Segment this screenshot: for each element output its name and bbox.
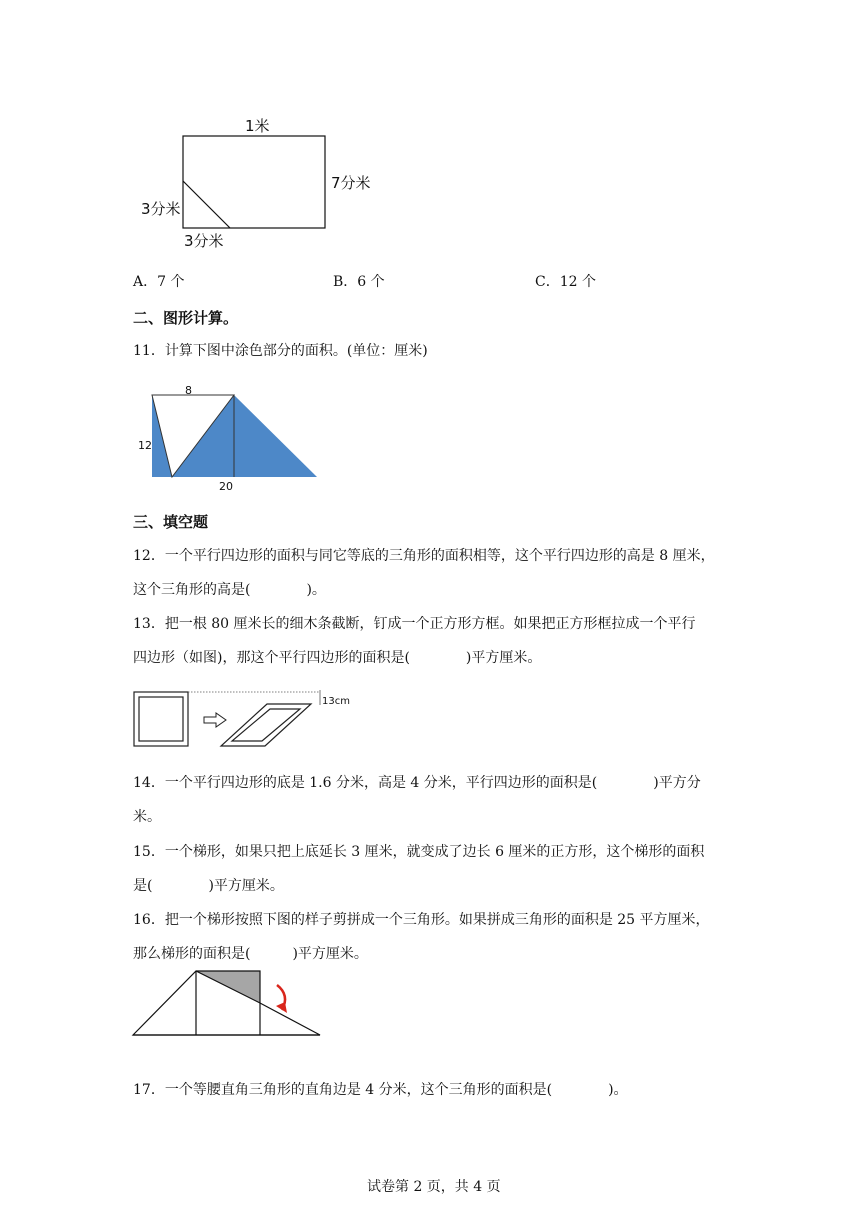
- q15-line1: 15．一个梯形，如果只把上底延长 3 厘米，就变成了边长 6 厘米的正方形，这个梯形的面积: [133, 844, 705, 860]
- q13-fig-label: 13cm: [322, 696, 350, 707]
- q14-line1: 14．一个平行四边形的底是 1.6 分米，高是 4 分米，平行四边形的面积是( )平方分: [133, 775, 701, 791]
- q14-line2: 米。: [133, 809, 161, 825]
- q10-top-label: 1米: [245, 117, 270, 135]
- q10-left-label: 3分米: [141, 200, 181, 218]
- arrow-shape: [204, 713, 226, 727]
- option-b: B．6 个: [333, 274, 385, 290]
- q16-trapezoid-svg: [130, 965, 330, 1040]
- option-a: A．7 个: [133, 274, 185, 290]
- q11-left-label: 12: [138, 439, 152, 452]
- parallelogram-inner: [232, 709, 300, 741]
- q11-top-label: 8: [185, 384, 192, 397]
- q17-text: 17．一个等腰直角三角形的直角边是 4 分米，这个三角形的面积是( )。: [133, 1082, 628, 1098]
- rectangle-outline: [183, 136, 325, 228]
- q10-right-label: 7分米: [331, 174, 371, 192]
- q16-figure: [130, 965, 330, 1040]
- q16-line1: 16．把一个梯形按照下图的样子剪拼成一个三角形。如果拼成三角形的面积是 25 平方厘米，: [133, 912, 710, 928]
- section-2-heading: 二、图形计算。: [133, 309, 239, 327]
- q16-line2: 那么梯形的面积是( )平方厘米。: [133, 946, 368, 962]
- section-3-heading: 三、填空题: [133, 513, 209, 531]
- corner-cut-line: [183, 181, 230, 228]
- q12-line2: 这个三角形的高是( )。: [133, 582, 326, 598]
- q11-text: 11．计算下图中涂色部分的面积。(单位：厘米): [133, 343, 428, 359]
- parallelogram-outer: [221, 704, 311, 746]
- q10-bottom-label: 3分米: [184, 232, 224, 250]
- option-c: C．12 个: [535, 274, 596, 290]
- square-frame-inner: [139, 697, 183, 741]
- page-footer: 试卷第 2 页，共 4 页: [367, 1179, 501, 1195]
- q11-bottom-label: 20: [219, 480, 233, 493]
- shaded-right-triangle: [234, 395, 317, 477]
- q13-line1: 13．把一根 80 厘米长的细木条截断，钉成一个正方形方框。如果把正方形框拉成一个平行: [133, 616, 696, 632]
- q11-shaded-svg: [130, 378, 330, 493]
- q15-line2: 是( )平方厘米。: [133, 878, 284, 894]
- q12-line1: 12．一个平行四边形的面积与同它等底的三角形的面积相等，这个平行四边形的高是 8 厘米，: [133, 548, 715, 564]
- square-frame-outer: [134, 692, 188, 746]
- q11-figure: [130, 378, 330, 493]
- q13-line2: 四边形（如图)，那这个平行四边形的面积是( )平方厘米。: [133, 650, 542, 666]
